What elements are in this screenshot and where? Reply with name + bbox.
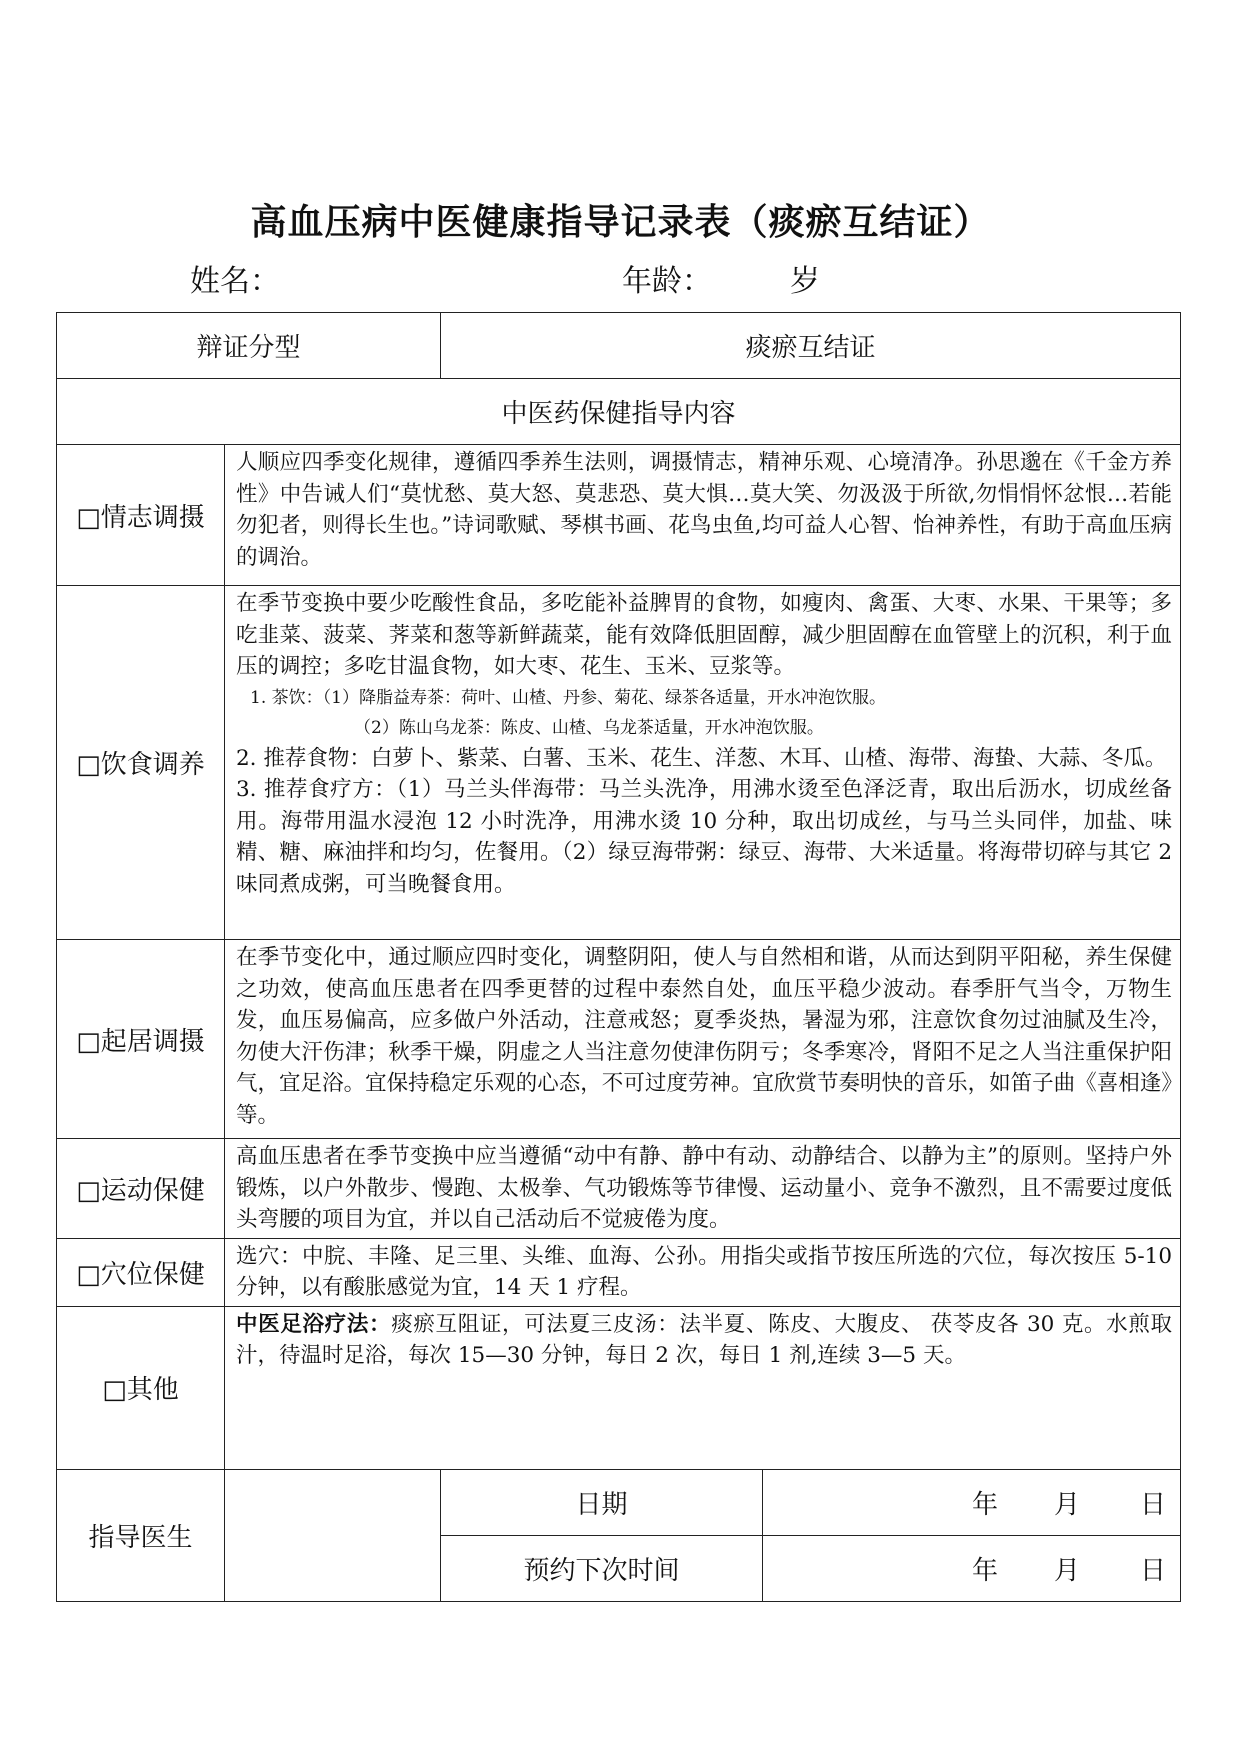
daily-life-label: 起居调摄 xyxy=(100,1026,205,1057)
emotion-row xyxy=(57,445,1181,586)
other-option[interactable] xyxy=(57,1306,225,1469)
date-day-label: 日 xyxy=(1140,1489,1167,1520)
emotion-label: 情志调摄 xyxy=(100,502,205,533)
diet-foods: 2. 推荐食物：白萝卜、紫菜、白薯、玉米、花生、洋葱、木耳、山楂、海带、海蛰、大蒜、冬瓜。 xyxy=(236,745,1167,771)
acupoint-content xyxy=(225,1238,1181,1306)
daily-life-text: 在季节变化中，通过顺应四时变化，调整阴阳，使人与自然相和谐，从而达到阴平阳秘，养生保健之功效，使高血压患者在四季更替的过程中泰然自处，血压平稳少波动。春季肝气当令，万物生发，血压易偏高，应多做户外活动，注意戒怒；夏季炎热，暑湿为邪，注意饮食勿过油腻及生冷，勿使大汗伤津；秋季干燥，阴虚之人当注意勿使津伤阴亏；冬季寒冷，肾阳不足之人当注重保护阳气，宜足浴。宜保持稳定乐观的心态，不可过度劳神。宜欣赏节奏明快的音乐，如笛子曲《喜相逢》等。 xyxy=(236,945,1173,1128)
daily-life-content xyxy=(225,940,1181,1139)
diet-row xyxy=(57,586,1181,940)
exercise-option[interactable] xyxy=(57,1139,225,1239)
section-title: 中医药保健指导内容 xyxy=(57,379,1181,445)
syndrome-label: 辩证分型 xyxy=(57,313,441,379)
checkbox-icon[interactable]: □ xyxy=(76,750,101,780)
emotion-option[interactable] xyxy=(57,445,225,586)
acupoint-text: 选穴：中脘、丰隆、足三里、头维、血海、公孙。用指尖或指节按压所选的穴位，每次按压 5-10 分钟，以有酸胀感觉为宜，14 天 1 疗程。 xyxy=(236,1243,1173,1300)
daily-life-row xyxy=(57,940,1181,1139)
exercise-row xyxy=(57,1139,1181,1239)
diet-content xyxy=(225,586,1181,940)
next-appointment-label: 预约下次时间 xyxy=(441,1535,763,1601)
checkbox-icon[interactable]: □ xyxy=(76,502,101,533)
emotion-text: 人顺应四季变化规律，遵循四季养生法则，调摄情志，精神乐观、心境清净。孙思邈在《千金方养性》中告诫人们“莫忧愁、莫大怒、莫悲恐、莫大惧…莫大笑、勿汲汲于所欲,勿悁悁怀忿恨…若能勿犯者，则得长生也。”诗词歌赋、琴棋书画、花鸟虫鱼,均可益人心智、怡神养性，有助于高血压病的调治。 xyxy=(236,450,1173,570)
date-label: 日期 xyxy=(441,1469,763,1535)
exercise-content xyxy=(225,1139,1181,1239)
syndrome-value: 痰瘀互结证 xyxy=(441,313,1181,379)
diet-tea-1: 1. 茶饮：（1）降脂益寿茶：荷叶、山楂、丹参、菊花、绿茶各适量，开水冲泡饮服。 xyxy=(250,687,886,708)
age-label: 年龄： xyxy=(622,264,712,299)
date-month-label: 月 xyxy=(1054,1489,1081,1520)
next-appointment-field[interactable] xyxy=(763,1535,1181,1601)
next-year-label: 年 xyxy=(971,1555,998,1586)
other-row xyxy=(57,1306,1181,1469)
other-text: 痰瘀互阻证，可法夏三皮汤：法半夏、陈皮、大腹皮、 茯苓皮各 30 克。水煎取汁，待温时足浴，每次 15—30 分钟，每日 2 次，每日 1 剂,连续 3—5 天。 xyxy=(236,1311,1173,1368)
diet-therapy: 3. 推荐食疗方：（1）马兰头伴海带：马兰头洗净，用沸水烫至色泽泛青，取出后沥水，切成丝备用。海带用温水浸泡 12 小时洗净，用沸水烫 10 分种，取出切成丝，与马兰头同伴，加盐、味精、糖、麻油拌和均匀，佐餐用。（2）绿豆海带粥：绿豆、海带、大米适量。将海带切碎与其它 2 味同煮成粥，可当晚餐食用。 xyxy=(236,777,1173,897)
other-label: 其他 xyxy=(126,1375,179,1405)
other-text-block xyxy=(236,1309,1172,1372)
next-day-label: 日 xyxy=(1140,1555,1167,1586)
guidance-record-table xyxy=(56,312,1181,1602)
exercise-label: 运动保健 xyxy=(100,1175,205,1206)
diet-intro: 在季节变换中要少吃酸性食品，多吃能补益脾胃的食物，如瘦肉、禽蛋、大枣、水果、干果等；多吃韭菜、菠菜、荠菜和葱等新鲜蔬菜，能有效降低胆固醇，减少胆固醇在血管壁上的沉积，利于血压的调控；多吃甘温食物，如大枣、花生、玉米、豆浆等。 xyxy=(236,591,1173,679)
checkbox-icon[interactable]: □ xyxy=(102,1375,127,1405)
section-title-row xyxy=(57,379,1181,445)
next-month-label: 月 xyxy=(1054,1555,1081,1586)
acupoint-option[interactable] xyxy=(57,1238,225,1306)
other-content xyxy=(225,1306,1181,1469)
checkbox-icon[interactable]: □ xyxy=(76,1175,101,1206)
name-label: 姓名： xyxy=(190,264,280,299)
checkbox-icon[interactable]: □ xyxy=(76,1259,101,1290)
acupoint-row xyxy=(57,1238,1181,1306)
date-field[interactable] xyxy=(763,1469,1181,1535)
date-row xyxy=(57,1469,1181,1535)
syndrome-row xyxy=(57,313,1181,379)
exercise-text: 高血压患者在季节变换中应当遵循“动中有静、静中有动、动静结合、以静为主”的原则。坚持户外锻炼，以户外散步、慢跑、太极拳、气功锻炼等节律慢、运动量小、竞争不激烈，且不需要过度低头弯腰的项目为宜，并以自己活动后不觉疲倦为度。 xyxy=(236,1144,1173,1232)
doctor-signature-field[interactable] xyxy=(225,1469,441,1601)
diet-option[interactable] xyxy=(57,586,225,940)
page-title: 高血压病中医健康指导记录表（痰瘀互结证） xyxy=(250,201,991,243)
checkbox-icon[interactable]: □ xyxy=(76,1026,101,1057)
age-unit: 岁 xyxy=(790,264,820,299)
diet-label: 饮食调养 xyxy=(100,750,205,780)
emotion-content xyxy=(225,445,1181,586)
acupoint-label: 穴位保健 xyxy=(100,1259,205,1290)
date-year-label: 年 xyxy=(971,1489,998,1520)
daily-life-option[interactable] xyxy=(57,940,225,1139)
other-bold-prefix: 中医足浴疗法： xyxy=(236,1311,392,1337)
diet-tea-2: （2）陈山乌龙茶：陈皮、山楂、乌龙茶适量，开水冲泡饮服。 xyxy=(354,717,824,738)
doctor-label: 指导医生 xyxy=(57,1469,225,1601)
